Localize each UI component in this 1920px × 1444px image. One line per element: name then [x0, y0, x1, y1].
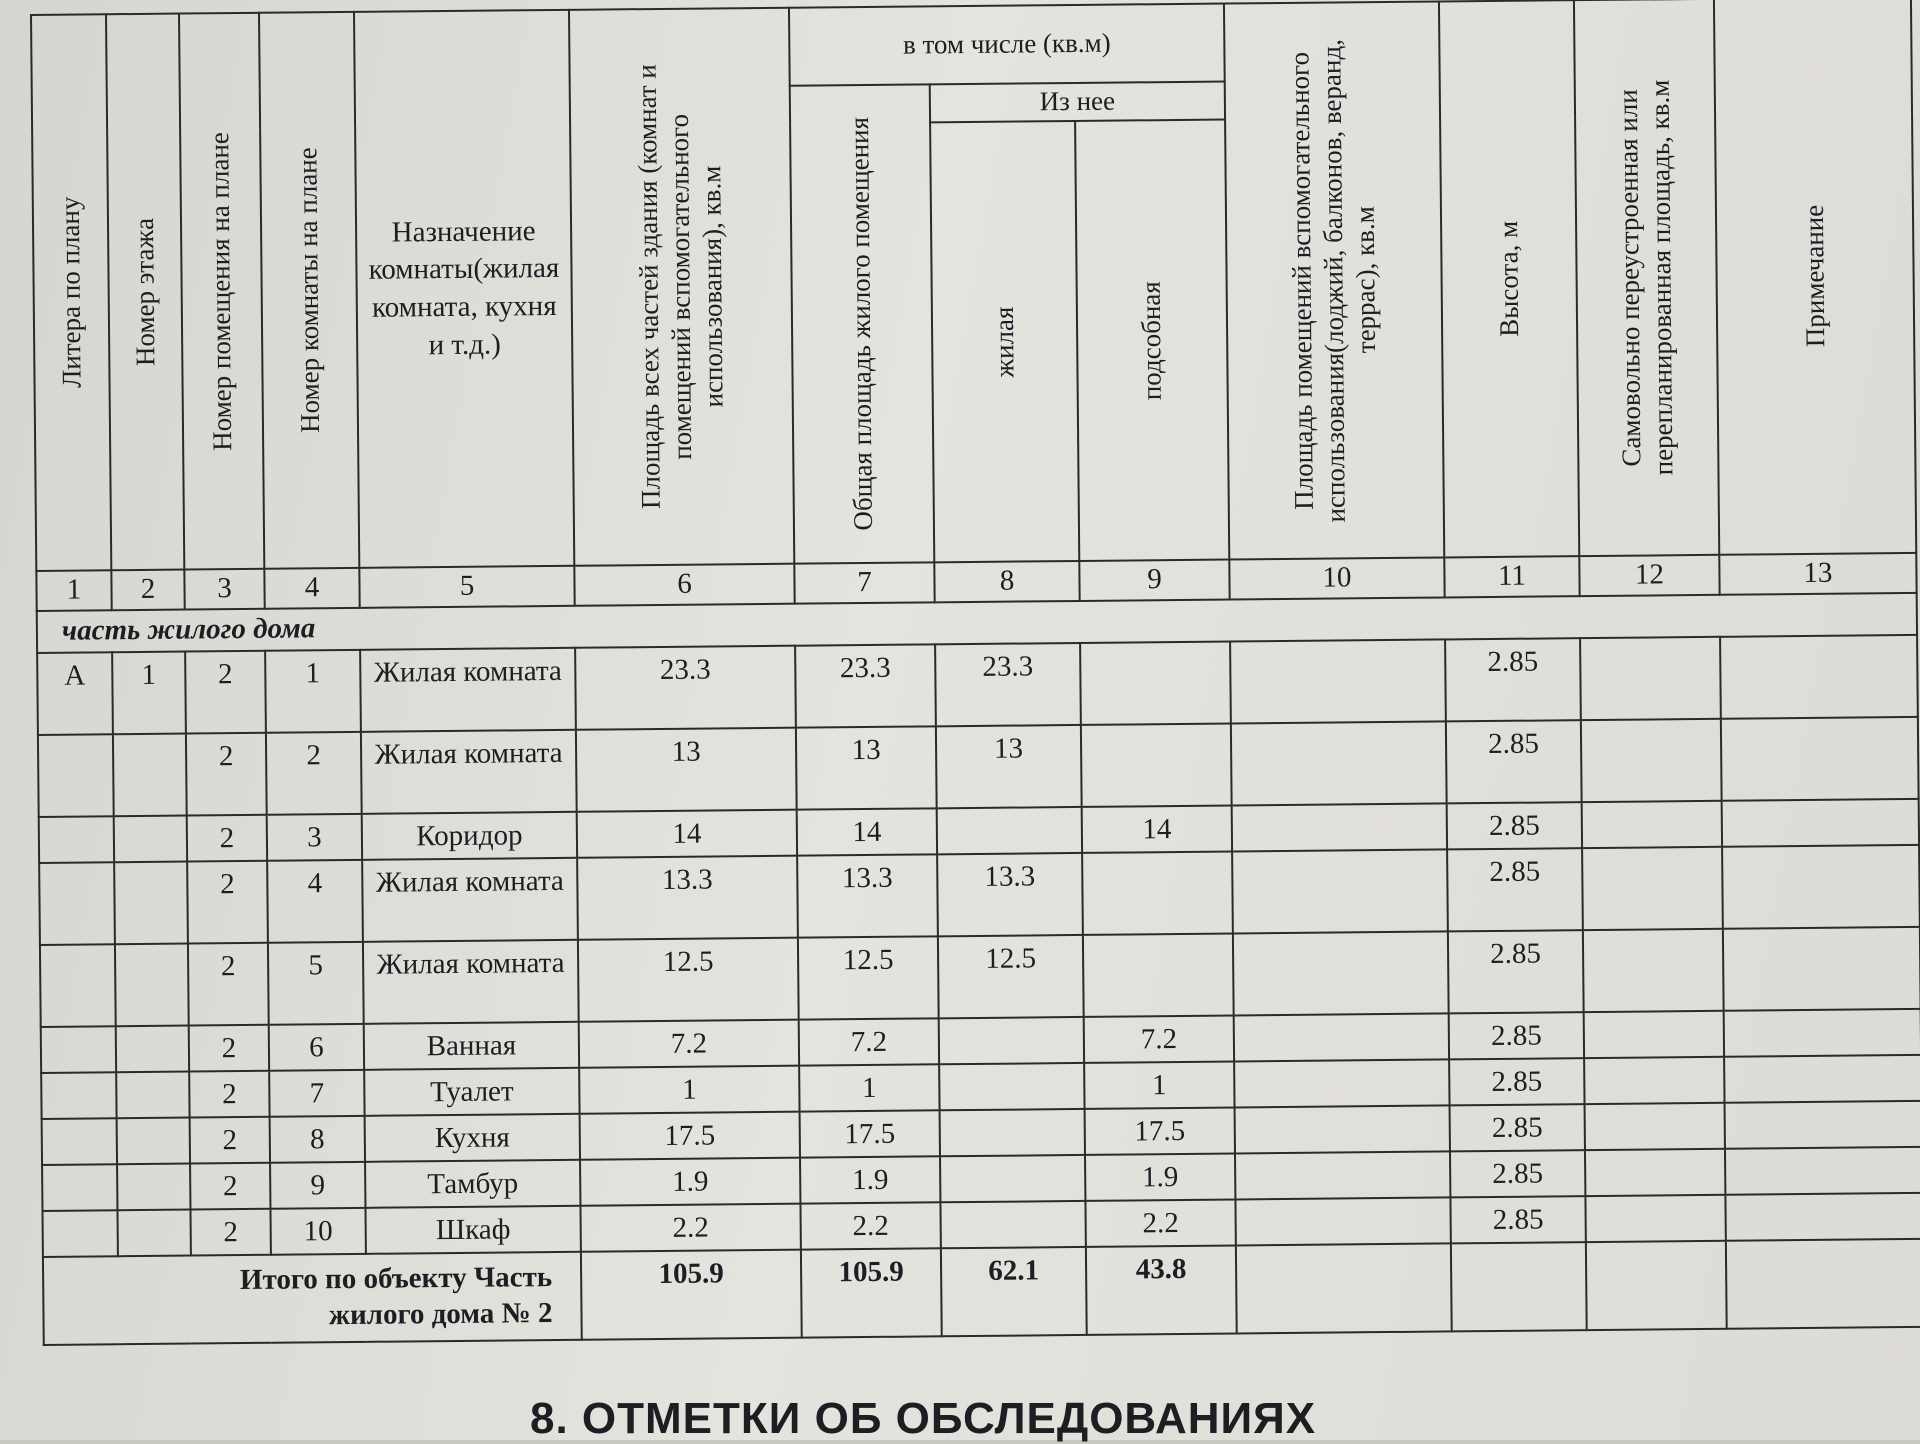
cell-note: [1723, 927, 1920, 1011]
cell-floor: [114, 862, 188, 945]
cell-living-total: 1.9: [800, 1156, 940, 1203]
cell-floor: [115, 944, 189, 1027]
cell-total-area: 1: [579, 1066, 799, 1114]
cell-litera: А: [37, 652, 113, 735]
cell-floor: [116, 1026, 189, 1073]
cell-living: 13.3: [937, 853, 1083, 936]
cell-litera: [42, 1118, 117, 1165]
total-empty-cell: [1451, 1242, 1587, 1331]
cell-aux-other: [1234, 1059, 1449, 1107]
cell-height: 2.85: [1445, 638, 1581, 721]
cell-living: 23.3: [935, 643, 1081, 726]
cell-auxiliary: [1081, 724, 1232, 807]
cell-living-total: 23.3: [795, 644, 936, 727]
cell-living: [940, 1155, 1085, 1202]
cell-living: [940, 1201, 1085, 1248]
cell-auxiliary: 17.5: [1085, 1107, 1235, 1154]
cell-note: [1721, 717, 1919, 801]
cell-note: [1725, 1147, 1920, 1195]
cell-premise: 2: [187, 815, 267, 862]
cell-premise: 2: [189, 1025, 269, 1072]
total-empty-cell: [1726, 1239, 1920, 1329]
cell-unauthorized: [1583, 929, 1724, 1012]
total-label-line-2: жилого дома № 2: [328, 1297, 553, 1332]
cell-height: 2.85: [1450, 1150, 1585, 1197]
header-living-total: Общая площадь жилого помещения: [790, 84, 935, 563]
cell-living: 13: [936, 725, 1082, 808]
cell-auxiliary: 2.2: [1085, 1199, 1235, 1246]
cell-height: 2.85: [1447, 802, 1582, 849]
total-row: [43, 1239, 1920, 1345]
cell-aux-other: [1234, 1013, 1449, 1061]
cell-room: 9: [270, 1162, 365, 1209]
cell-floor: [116, 1072, 189, 1119]
cell-living: [939, 1017, 1084, 1064]
cell-auxiliary: 7.2: [1084, 1015, 1234, 1062]
cell-height: 2.85: [1450, 1104, 1585, 1151]
header-row-1: [31, 0, 1912, 93]
cell-unauthorized: [1580, 637, 1721, 720]
header-premise-number: Номер помещения на плане: [179, 13, 264, 570]
cell-name: Жилая комната: [361, 730, 577, 814]
cell-room: 10: [270, 1208, 365, 1255]
column-number: 8: [934, 561, 1079, 602]
cell-living-total: 13: [796, 726, 937, 809]
total-empty-cell: [1236, 1243, 1452, 1333]
cell-litera: [41, 1072, 116, 1119]
cell-total-area: 2.2: [580, 1204, 800, 1252]
total-auxiliary: 43.8: [1086, 1245, 1237, 1334]
cell-auxiliary: [1082, 851, 1233, 934]
column-number: 2: [111, 570, 184, 611]
header-unauthorized-area: Самовольно переустроенная или перепланированная площадь, кв.м: [1574, 0, 1719, 556]
section-8-title: 8. ОТМЕТКИ ОБ ОБСЛЕДОВАНИЯХ: [530, 1394, 1317, 1443]
cell-height: 2.85: [1449, 1058, 1584, 1105]
cell-floor: [117, 1118, 190, 1165]
cell-room: 7: [269, 1070, 364, 1117]
total-total-area: 105.9: [581, 1250, 802, 1340]
header-group-including: в том числе (кв.м): [789, 4, 1225, 86]
cell-unauthorized: [1585, 1195, 1725, 1242]
cell-name: Шкаф: [365, 1206, 580, 1254]
header-auxiliary: подсобная: [1075, 120, 1229, 561]
cell-total-area: 13.3: [577, 856, 798, 940]
cell-unauthorized: [1584, 1011, 1724, 1058]
total-living: 62.1: [941, 1247, 1087, 1336]
cell-note: [1725, 1193, 1920, 1241]
cell-premise: 2: [190, 1209, 270, 1256]
column-number: 5: [359, 566, 574, 608]
cell-aux-other: [1231, 721, 1447, 805]
header-room-purpose: Назначение комнаты(жилая комната, кухня и т.д.): [354, 10, 574, 568]
cell-living-total: 17.5: [800, 1110, 940, 1157]
cell-total-area: 14: [577, 810, 797, 858]
cell-litera: [41, 1026, 116, 1073]
cell-premise: 2: [190, 1117, 270, 1164]
cell-living-total: 14: [797, 808, 937, 855]
cell-room: 5: [268, 942, 364, 1025]
cell-unauthorized: [1582, 847, 1723, 930]
cell-note: [1724, 1055, 1920, 1103]
cell-name: Ванная: [364, 1022, 579, 1070]
cell-room: 4: [267, 860, 363, 943]
cell-living-total: 7.2: [799, 1018, 939, 1065]
header-floor: Номер этажа: [106, 14, 184, 571]
cell-aux-other: [1233, 931, 1449, 1015]
cell-aux-other: [1232, 803, 1447, 851]
total-label: [43, 1252, 582, 1345]
header-subgroup-of-it: Из нее: [930, 82, 1225, 123]
cell-height: 2.85: [1449, 1012, 1584, 1059]
total-empty-cell: [1586, 1241, 1727, 1330]
cell-name: Тамбур: [365, 1160, 580, 1208]
cell-height: 2.85: [1447, 848, 1583, 931]
cell-height: 2.85: [1448, 930, 1584, 1013]
header-living: жилая: [930, 121, 1079, 562]
cell-unauthorized: [1585, 1149, 1725, 1196]
cell-aux-other: [1235, 1105, 1450, 1153]
cell-litera: [42, 1210, 117, 1257]
cell-name: Коридор: [362, 812, 577, 860]
cell-unauthorized: [1584, 1057, 1724, 1104]
cell-name: Жилая комната: [362, 858, 578, 942]
column-number: 10: [1229, 557, 1444, 599]
cell-premise: 2: [187, 861, 268, 944]
cell-floor: [113, 734, 187, 817]
column-number: 1: [36, 570, 111, 611]
cell-premise: 2: [190, 1163, 270, 1210]
column-number: 13: [1719, 553, 1916, 595]
cell-living-total: 1: [799, 1064, 939, 1111]
cell-note: [1722, 799, 1919, 847]
cell-total-area: 1.9: [580, 1158, 800, 1206]
cell-living-total: 13.3: [797, 854, 938, 937]
column-number: 3: [184, 569, 264, 610]
cell-aux-other: [1232, 849, 1448, 933]
cell-litera: [42, 1164, 117, 1211]
cell-living: [937, 807, 1082, 854]
cell-premise: 2: [188, 943, 269, 1026]
total-label-line-1: Итого по объекту Часть: [239, 1261, 553, 1297]
cell-unauthorized: [1581, 719, 1722, 802]
cell-name: Жилая комната: [360, 648, 576, 732]
cell-litera: [39, 862, 115, 945]
cell-auxiliary: 1.9: [1085, 1153, 1235, 1200]
cell-name: Туалет: [364, 1068, 579, 1116]
cell-height: 2.85: [1446, 720, 1582, 803]
total-living-total: 105.9: [801, 1248, 942, 1337]
cell-living: [939, 1063, 1084, 1110]
cell-note: [1720, 635, 1918, 719]
cell-litera: [40, 944, 116, 1027]
header-height: Высота, м: [1439, 0, 1579, 557]
cell-aux-other: [1230, 639, 1446, 723]
cell-unauthorized: [1582, 801, 1722, 848]
header-auxiliary-area: Площадь помещений вспомогательного использования(лоджий, балконов, веранд, террас), кв.м: [1224, 1, 1444, 559]
cell-unauthorized: [1585, 1103, 1725, 1150]
cell-living-total: 2.2: [800, 1202, 940, 1249]
cell-room: 6: [269, 1024, 364, 1071]
cell-premise: 2: [189, 1071, 269, 1118]
column-number: 11: [1444, 556, 1579, 597]
cell-room: 8: [270, 1116, 365, 1163]
cell-total-area: 23.3: [575, 646, 796, 730]
cell-living: [940, 1109, 1085, 1156]
header-room-number: Номер комнаты на плане: [259, 12, 359, 569]
header-litera: Литера по плану: [31, 14, 111, 571]
section-title: часть жилого дома: [37, 593, 1917, 653]
cell-auxiliary: 14: [1082, 806, 1232, 853]
cell-name: Жилая комната: [363, 940, 579, 1024]
cell-floor: [114, 816, 187, 863]
cell-floor: [117, 1164, 190, 1211]
cell-living-total: 12.5: [798, 936, 939, 1019]
column-number: 12: [1579, 555, 1719, 596]
cell-total-area: 13: [576, 728, 797, 812]
cell-height: 2.85: [1450, 1196, 1585, 1243]
cell-floor: [117, 1210, 190, 1257]
column-number: 4: [264, 568, 359, 609]
cell-aux-other: [1235, 1151, 1450, 1199]
cell-litera: [39, 816, 114, 863]
cell-premise: 2: [186, 733, 267, 816]
cell-litera: [38, 734, 114, 817]
room-explication-table: [30, 0, 1920, 1346]
cell-auxiliary: [1083, 933, 1234, 1016]
cell-living: 12.5: [938, 935, 1084, 1018]
cell-premise: 2: [185, 651, 266, 734]
cell-auxiliary: [1080, 642, 1231, 725]
cell-room: 3: [267, 814, 362, 861]
column-number: 7: [794, 562, 934, 603]
header-total-building-area: Площадь всех частей здания (комнат и помещений вспомогательного использования), кв.м: [569, 8, 794, 566]
column-number: 6: [574, 564, 794, 606]
cell-note: [1724, 1009, 1920, 1057]
cell-note: [1722, 845, 1920, 929]
cell-total-area: 12.5: [578, 938, 799, 1022]
cell-room: 2: [266, 732, 362, 815]
cell-total-area: 17.5: [580, 1112, 800, 1160]
cell-total-area: 7.2: [579, 1020, 799, 1068]
cell-name: Кухня: [365, 1114, 580, 1162]
header-note: Примечание: [1714, 0, 1916, 555]
column-number: 9: [1079, 560, 1229, 601]
cell-floor: 1: [112, 652, 186, 735]
cell-note: [1725, 1101, 1920, 1149]
cell-room: 1: [265, 650, 361, 733]
cell-aux-other: [1235, 1197, 1450, 1245]
cell-auxiliary: 1: [1084, 1061, 1234, 1108]
